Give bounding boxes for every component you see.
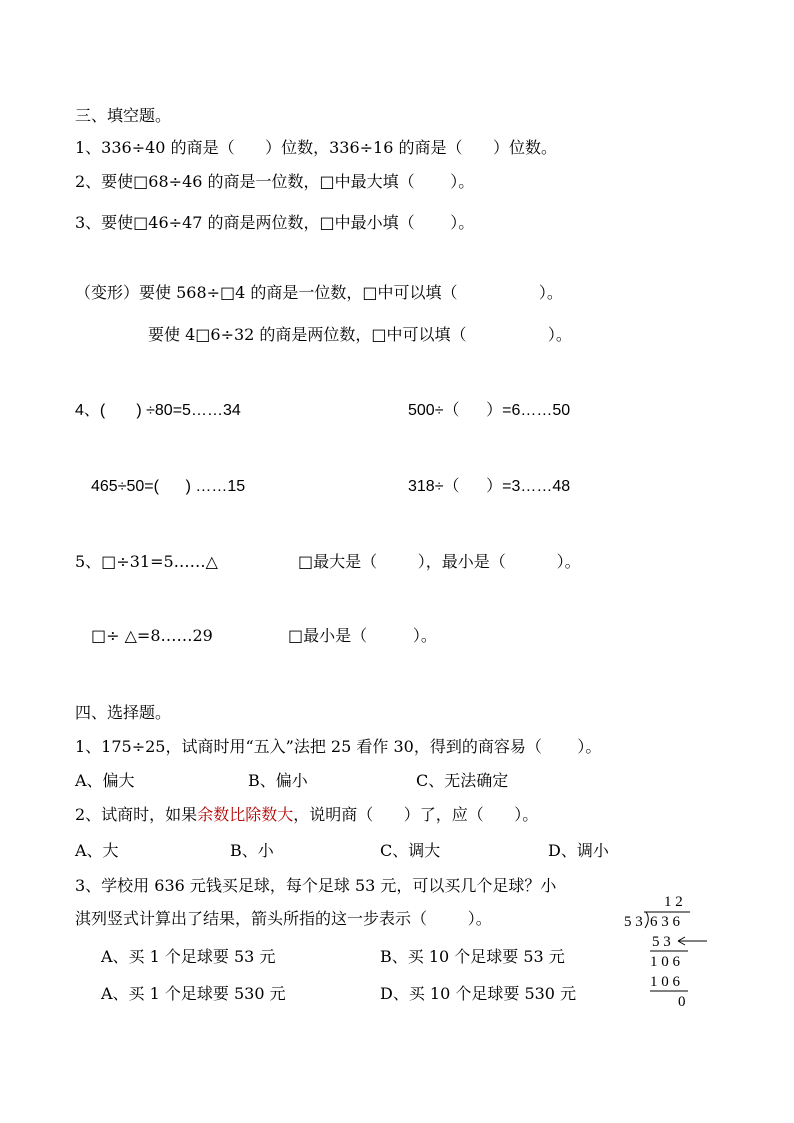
option-4-3-c: A、买 1 个足球要 530 元 — [101, 984, 286, 1003]
division-dividend: 6 3 6 — [650, 914, 680, 930]
option-4-3-d: D、买 10 个足球要 530 元 — [380, 984, 577, 1003]
option-4-1-b: B、偏小 — [248, 771, 308, 790]
division-remainder2: 0 — [678, 994, 686, 1010]
division-bracket — [645, 912, 648, 928]
option-4-1-a: A、偏大 — [75, 771, 135, 790]
question-3-4b: 500÷（ ）=6……50 — [408, 402, 571, 419]
question-4-2-highlight: 余数比除数大 — [197, 805, 294, 824]
option-4-3-a: A、买 1 个足球要 53 元 — [101, 947, 276, 966]
question-4-3-line2: 淇列竖式计算出了结果，箭头所指的这一步表示（ ）。 — [75, 909, 492, 928]
question-3-4c: 465÷50=( ) ……15 — [91, 478, 246, 495]
option-4-3-b: B、买 10 个足球要 53 元 — [380, 947, 565, 966]
question-4-3-line1: 3、学校用 636 元钱买足球，每个足球 53 元，可以买几个足球？小 — [75, 876, 557, 895]
division-remainder1: 1 0 6 — [650, 954, 680, 970]
question-3-5c: □÷ △=8……29 — [91, 626, 213, 645]
option-4-2-a: A、大 — [75, 841, 119, 860]
question-3-variant-a: （变形）要使 568÷□4 的商是一位数，□中可以填（ ）。 — [75, 283, 563, 302]
question-3-3: 3、要使□46÷47 的商是两位数，□中最小填（ ）。 — [75, 213, 475, 232]
question-3-1: 1、336÷40 的商是（ ）位数，336÷16 的商是（ ）位数。 — [75, 138, 557, 157]
division-step2: 1 0 6 — [650, 974, 680, 990]
question-3-5a: 5、□÷31=5……△ — [75, 552, 218, 571]
division-step1: 5 3 — [652, 934, 671, 950]
question-4-2-suffix: ，说明商（ ）了，应（ ）。 — [293, 805, 539, 824]
section3-title: 三、填空题。 — [75, 106, 172, 125]
division-quotient: 1 2 — [664, 894, 683, 910]
option-4-2-d: D、调小 — [548, 841, 609, 860]
question-3-5d: □最小是（ ）。 — [288, 626, 437, 645]
question-4-2 — [75, 805, 538, 825]
question-3-4d: 318÷（ ）=3……48 — [408, 478, 571, 495]
division-divisor: 5 3 — [624, 914, 643, 930]
option-4-2-b: B、小 — [230, 841, 274, 860]
option-4-1-c: C、无法确定 — [416, 771, 509, 790]
question-4-1: 1、175÷25，试商时用“五入”法把 25 看作 30，得到的商容易（ ）。 — [75, 737, 602, 756]
section4-title: 四、选择题。 — [75, 703, 172, 722]
option-4-2-c: C、调大 — [380, 841, 441, 860]
long-division-figure — [615, 888, 725, 1016]
question-3-variant-b: 要使 4□6÷32 的商是两位数，□中可以填（ ）。 — [148, 325, 572, 344]
question-4-2-prefix: 2、试商时，如果 — [75, 805, 198, 824]
question-3-2: 2、要使□68÷46 的商是一位数，□中最大填（ ）。 — [75, 172, 475, 191]
question-3-5b: □最大是（ ），最小是（ ）。 — [298, 552, 581, 571]
question-3-4a: 4、( ) ÷80=5……34 — [75, 402, 241, 419]
